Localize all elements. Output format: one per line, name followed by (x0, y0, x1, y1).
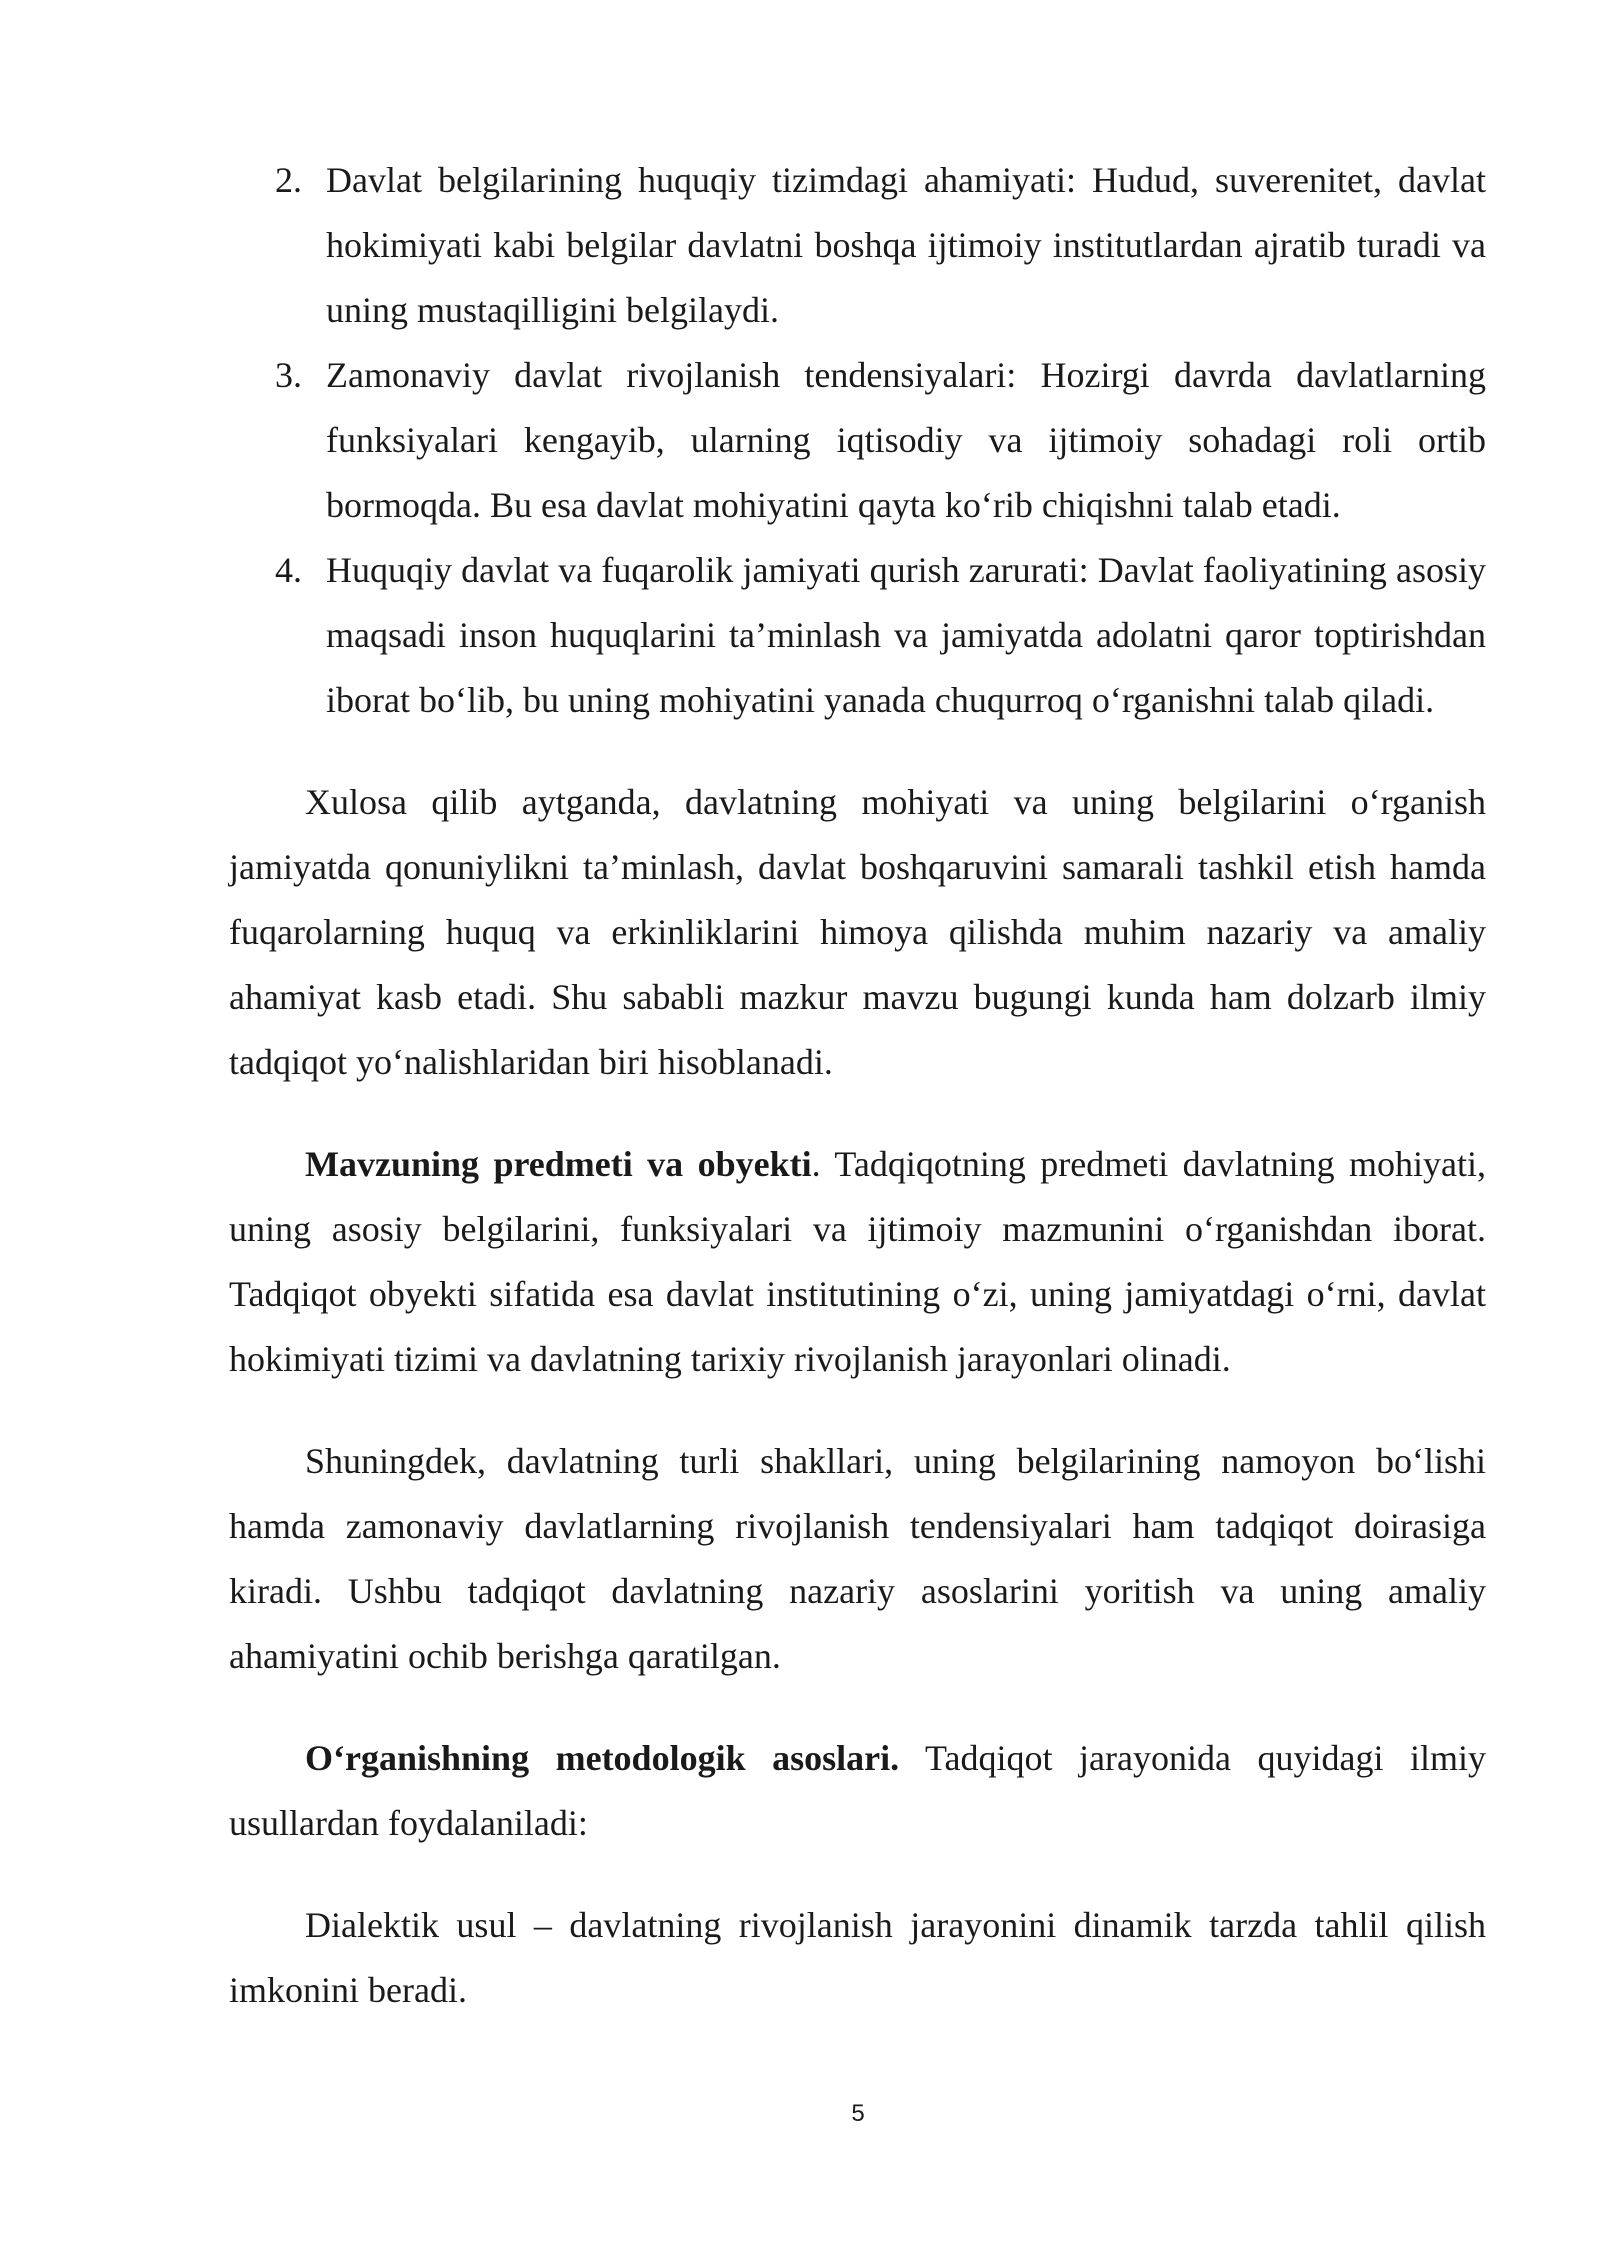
list-item-number: 4. (275, 550, 302, 590)
subject-object-text: . Tadqiqotning predmeti davlatning mohiyati, uning asosiy belgilarini, funksiyalari va ijtimoiy mazmunini o‘rganishdan iborat. Tadqiqot obyekti sifatida esa davlat institutining o‘zi, uning jamiyatdagi o‘rni, davlat hokimiyati tizimi va davlatning tarixiy rivojlanish jarayonlari olinadi. (229, 1144, 1486, 1379)
list-item (229, 538, 1486, 733)
page-content (229, 148, 1486, 2023)
dialectic-method-paragraph: Dialektik usul – davlatning rivojlanish jarayonini dinamik tarzda tahlil qilish imkonini beradi. (229, 1905, 1486, 2010)
page-number: 5 (851, 2100, 865, 2127)
list-item (229, 343, 1486, 538)
subject-object-heading: Mavzuning predmeti va obyekti (305, 1144, 812, 1184)
list-item-number: 3. (275, 355, 302, 395)
list-item-number: 2. (275, 160, 302, 200)
methodology-text: Tadqiqot jarayonida quyidagi ilmiy usullardan foydalaniladi: (229, 1738, 1486, 1843)
list-item-text: Zamonaviy davlat rivojlanish tendensiyalari: Hozirgi davrda davlatlarning funksiyalari kengayib, ularning iqtisodiy va ijtimoiy sohadagi roli ortib bormoqda. Bu esa davlat mohiyatini qayta ko‘rib chiqishni talab etadi. (326, 355, 1486, 525)
list-item-text: Davlat belgilarining huquqiy tizimdagi ahamiyati: Hudud, suverenitet, davlat hokimiyati kabi belgilar davlatni boshqa ijtimoiy institutlardan ajratib turadi va uning mustaqilligini belgilaydi. (326, 160, 1486, 330)
list-item-text: Huquqiy davlat va fuqarolik jamiyati qurish zarurati: Davlat faoliyatining asosiy maqsadi inson huquqlarini ta’minlash va jamiyatda adolatni qaror toptirishdan iborat bo‘lib, bu uning mohiyatini yanada chuqurroq o‘rganishni talab qiladi. (326, 550, 1486, 720)
conclusion-paragraph: Xulosa qilib aytganda, davlatning mohiyati va uning belgilarini o‘rganish jamiyatda qonuniylikni ta’minlash, davlat boshqaruvini samarali tashkil etish hamda fuqarolarning huquq va erkinliklarini himoya qilishda muhim nazariy va amaliy ahamiyat kasb etadi. Shu sababli mazkur mavzu bugungi kunda ham dolzarb ilmiy tadqiqot yo‘nalishlaridan biri hisoblanadi. (229, 782, 1486, 1082)
methodology-paragraph (229, 1726, 1486, 1856)
subject-object-paragraph (229, 1132, 1486, 1392)
scope-paragraph: Shuningdek, davlatning turli shakllari, uning belgilarining namoyon bo‘lishi hamda zamonaviy davlatlarning rivojlanish tendensiyalari ham tadqiqot doirasiga kiradi. Ushbu tadqiqot davlatning nazariy asoslarini yoritish va uning amaliy ahamiyatini ochib berishga qaratilgan. (229, 1441, 1486, 1676)
numbered-list (229, 148, 1486, 733)
list-item (229, 148, 1486, 343)
methodology-heading: O‘rganishning metodologik asoslari. (305, 1738, 900, 1778)
